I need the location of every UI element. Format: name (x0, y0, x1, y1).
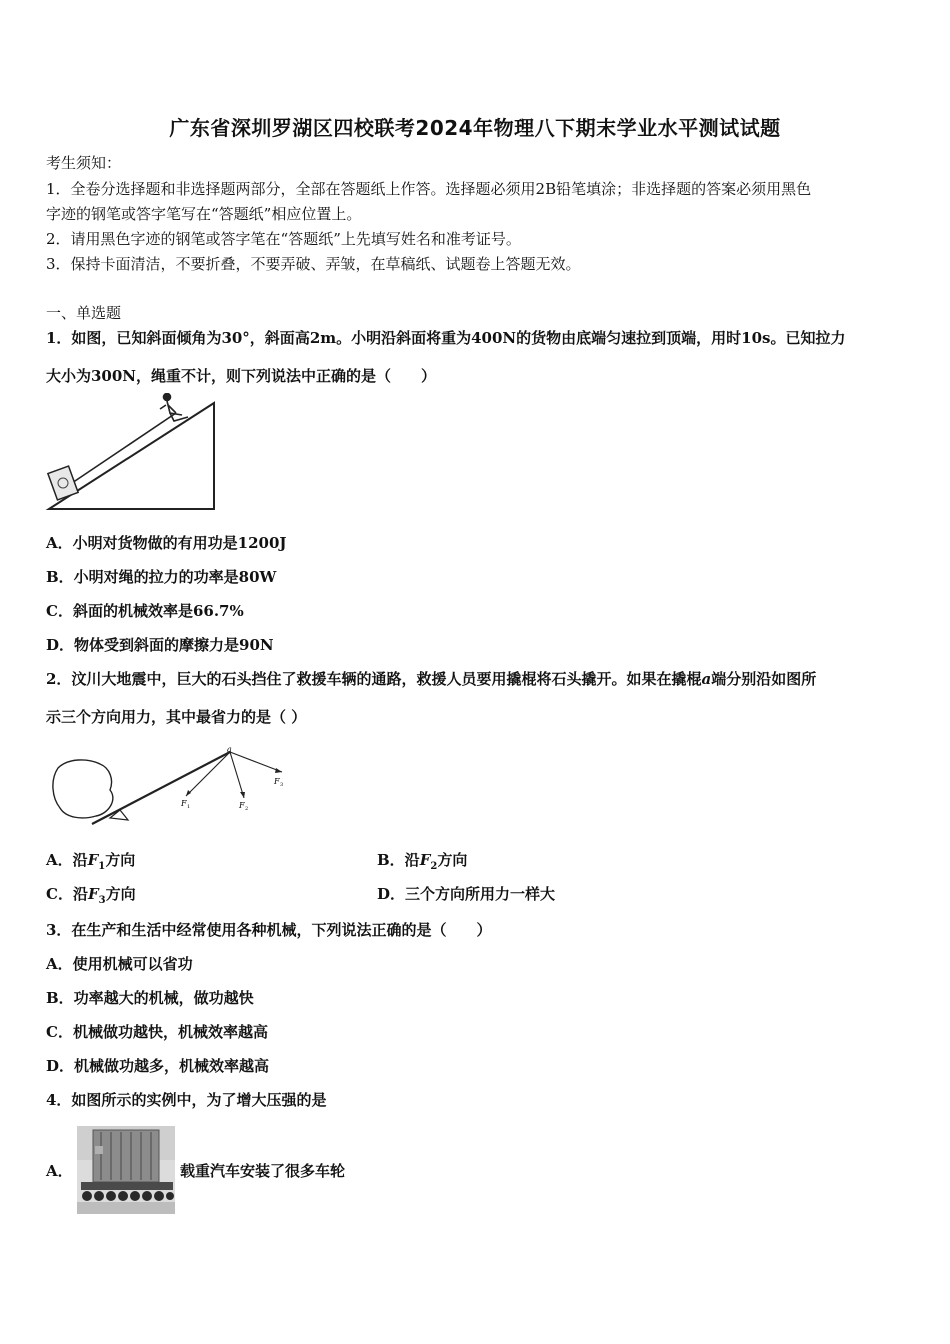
q2-stem-line2: 示三个方向用力，其中最省力的是（ ） (46, 708, 307, 726)
q4-stem: 4．如图所示的实例中，为了增大压强的是 (46, 1091, 327, 1109)
crowbar (92, 752, 230, 824)
q3-option-c: C．机械做功越快，机械效率越高 (46, 1023, 268, 1041)
q2-option-a: A．沿$F_1$方向 (46, 851, 136, 872)
label-f2-sub: 2 (245, 806, 249, 812)
label-f1: F (181, 799, 187, 808)
q1-option-d: D．物体受到斜面的摩擦力是90N (46, 636, 274, 654)
notice-item-1-cont: 字迹的钢笔或答字笔写在“答题纸”相应位置上。 (46, 205, 362, 223)
notice-item-2: 2．请用黑色字迹的钢笔或答字笔在“答题纸”上先填写姓名和准考证号。 (46, 230, 521, 248)
label-a: a (227, 746, 232, 754)
rock-outline (53, 760, 113, 818)
q4-option-a-text: 载重汽车安装了很多车轮 (180, 1162, 346, 1180)
notice-item-1: 1．全卷分选择题和非选择题两部分，全部在答题纸上作答。选择题必须用2B铅笔填涂；非选择题的答案必须用黑色 (46, 180, 812, 198)
q1-stem-line2: 大小为300N，绳重不计，则下列说法中正确的是（ ） (46, 367, 437, 385)
q2-option-b: B．沿$F_2$方向 (377, 851, 468, 872)
page-title: 广东省深圳罗湖区四校联考2024年物理八下期末学业水平测试试题 (169, 116, 781, 140)
cargo-box (48, 466, 78, 500)
lever-figure (48, 746, 296, 828)
q2-option-c: C．沿$F_3$方向 (46, 885, 136, 906)
fulcrum (110, 810, 128, 820)
incline-figure (44, 393, 220, 515)
label-f3-sub: 3 (280, 782, 284, 788)
q3-stem: 3．在生产和生活中经常使用各种机械，下列说法正确的是（ ） (46, 921, 492, 939)
q3-option-d: D．机械做功越多，机械效率越高 (46, 1057, 270, 1075)
person-pulling (160, 394, 188, 422)
q2-stem-line1: 2．汶川大地震中，巨大的石头挡住了救援车辆的通路，救援人员要用撬棍将石头撬开。如果在撬棍a端分别沿如图所 (46, 670, 817, 688)
label-f1-sub: 1 (187, 804, 191, 810)
q3-option-b: B．功率越大的机械，做功越快 (46, 989, 254, 1007)
notice-item-3: 3．保持卡面清洁，不要折叠，不要弄破、弄皱，在草稿纸、试题卷上答题无效。 (46, 255, 581, 273)
cargo-container (93, 1130, 159, 1182)
notice-heading: 考生须知： (46, 154, 122, 172)
heavy-truck-photo (77, 1126, 175, 1214)
q1-option-a: A．小明对货物做的有用功是1200J (46, 534, 287, 552)
q2-option-d: D．三个方向所用力一样大 (377, 885, 556, 903)
label-f2: F (239, 801, 245, 810)
label-f3: F (274, 777, 280, 786)
q1-stem-line1: 1．如图，已知斜面倾角为30°，斜面高2m。小明沿斜面将重为400N的货物由底端匀速拉到顶端，用时10s。已知拉力 (46, 329, 846, 347)
q1-option-c: C．斜面的机械效率是66.7% (46, 602, 244, 620)
q4-option-a-letter: A． (46, 1162, 73, 1180)
section-heading: 一、单选题 (46, 304, 122, 322)
q1-option-b: B．小明对绳的拉力的功率是80W (46, 568, 277, 586)
q3-option-a: A．使用机械可以省功 (46, 955, 193, 973)
